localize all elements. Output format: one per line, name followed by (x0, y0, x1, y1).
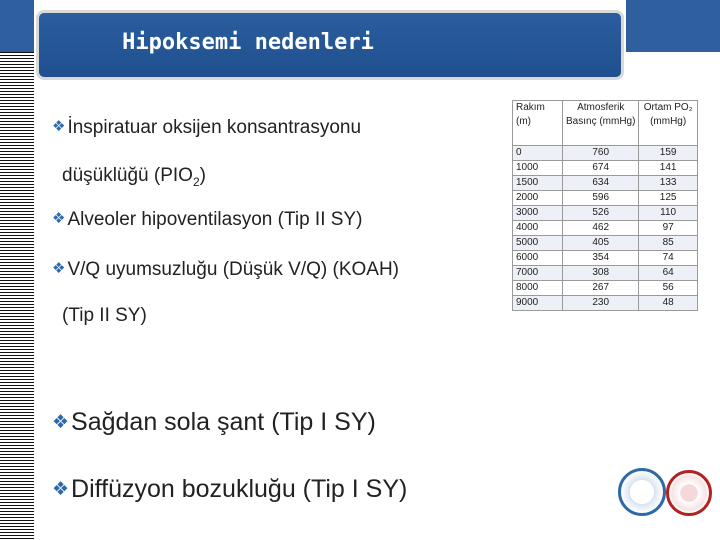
table-row (513, 236, 698, 251)
altitude-table (512, 100, 698, 311)
bullet-text: ) (199, 165, 206, 186)
table-cell: 8000 (513, 281, 563, 296)
table-row (513, 206, 698, 221)
col-po2: Ortam PO₂ (mmHg) (639, 101, 698, 146)
table-row (513, 266, 698, 281)
table-cell: 354 (563, 251, 639, 266)
table-row (513, 251, 698, 266)
table-row (513, 191, 698, 206)
table-cell: 9000 (513, 296, 563, 311)
bullet-text: Alveoler hipoventilasyon (Tip II SY) (67, 209, 363, 230)
subscript: 2 (192, 174, 200, 189)
faculty-seal-icon (666, 470, 712, 516)
table-cell: 674 (563, 161, 639, 176)
bullet-text: Sağdan sola şant (Tip I SY) (71, 408, 376, 436)
table-row (513, 161, 698, 176)
table-cell: 596 (563, 191, 639, 206)
table-cell: 634 (563, 176, 639, 191)
table-cell: 64 (639, 266, 698, 281)
table-row (513, 221, 698, 236)
top-accent-band-right (626, 0, 720, 52)
table-cell: 1500 (513, 176, 563, 191)
bullet-hypoventilation (52, 209, 362, 231)
table-cell: 159 (639, 146, 698, 161)
table-cell: 5000 (513, 236, 563, 251)
table-cell: 1000 (513, 161, 563, 176)
bullet-text: düşüklüğü (PIO (62, 165, 193, 186)
table-cell: 4000 (513, 221, 563, 236)
bullet-text: İnspiratuar oksijen konsantrasyonu (67, 117, 362, 138)
table-cell: 405 (563, 236, 639, 251)
bullet-vq-mismatch (52, 259, 399, 281)
col-pressure: Atmosferik Basınç (mmHg) (563, 101, 639, 146)
table-cell: 125 (639, 191, 698, 206)
table-cell: 526 (563, 206, 639, 221)
bullet-diffusion (52, 475, 407, 504)
table-cell: 2000 (513, 191, 563, 206)
diamond-bullet-icon: ❖ (52, 478, 70, 500)
university-seal-icon (618, 468, 666, 516)
table-cell: 6000 (513, 251, 563, 266)
table-row (513, 296, 698, 311)
table-row (513, 176, 698, 191)
col-altitude: Rakım (m) (513, 101, 563, 146)
table-cell: 0 (513, 146, 563, 161)
table-cell: 7000 (513, 266, 563, 281)
table-cell: 230 (563, 296, 639, 311)
bullet-shunt (52, 408, 376, 437)
table-row (513, 281, 698, 296)
bullet-vq-mismatch-cont (62, 305, 147, 327)
top-accent-band (0, 0, 34, 52)
table-cell: 760 (563, 146, 639, 161)
table-cell: 308 (563, 266, 639, 281)
table-cell: 110 (639, 206, 698, 221)
table-cell: 74 (639, 251, 698, 266)
diamond-bullet-icon: ❖ (52, 259, 66, 277)
table-cell: 85 (639, 236, 698, 251)
left-striped-border (0, 52, 34, 540)
bullet-text: V/Q uyumsuzluğu (Düşük V/Q) (KOAH) (67, 259, 399, 280)
table-header-row (513, 101, 698, 146)
bullet-inspiratory-cont (62, 165, 206, 189)
table-cell: 3000 (513, 206, 563, 221)
table-row (513, 146, 698, 161)
bullet-text: Diffüzyon bozukluğu (Tip I SY) (71, 475, 408, 503)
table-cell: 462 (563, 221, 639, 236)
diamond-bullet-icon: ❖ (52, 411, 70, 433)
table-cell: 267 (563, 281, 639, 296)
bullet-text: (Tip II SY) (62, 305, 147, 326)
bullet-inspiratory (52, 117, 361, 139)
diamond-bullet-icon: ❖ (52, 209, 66, 227)
table-cell: 141 (639, 161, 698, 176)
table-cell: 133 (639, 176, 698, 191)
slide-title: Hipoksemi nedenleri (122, 30, 374, 55)
diamond-bullet-icon: ❖ (52, 117, 66, 135)
table-cell: 56 (639, 281, 698, 296)
table-cell: 48 (639, 296, 698, 311)
table-cell: 97 (639, 221, 698, 236)
